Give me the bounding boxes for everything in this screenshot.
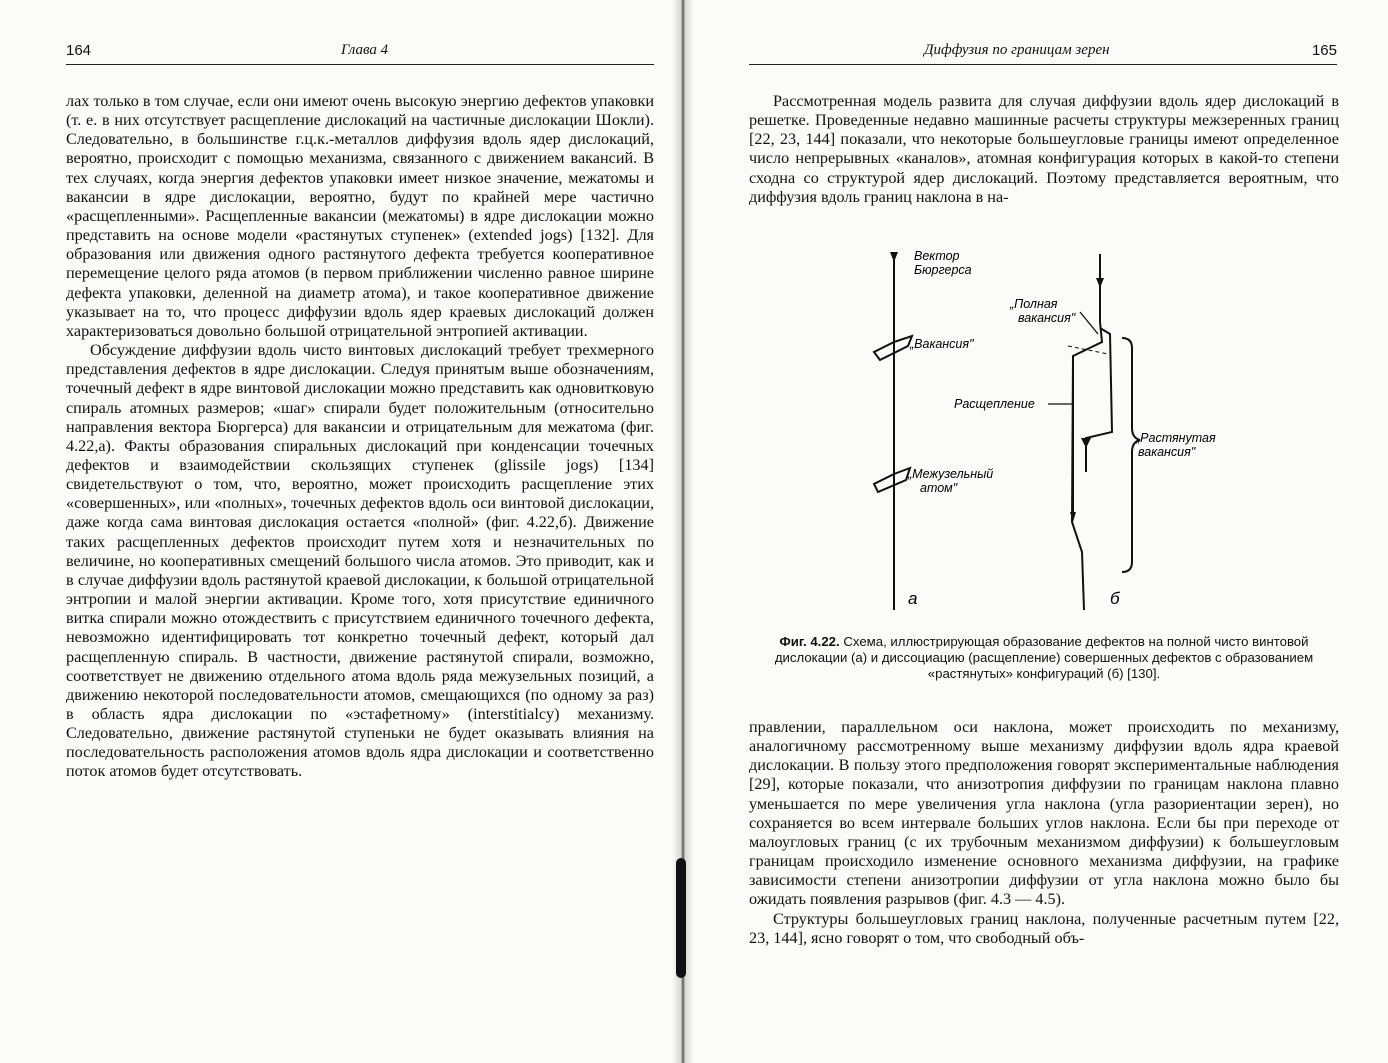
split-arrow-2: [1070, 512, 1076, 522]
label-panel-a: а: [908, 589, 918, 608]
right-running-header: [749, 40, 1337, 65]
dislocation-diagram: [840, 242, 1260, 622]
full-vacancy-leader: [1080, 312, 1098, 334]
right-paragraph-bottom-1: правлении, параллельном оси наклона, может происходить по механизму, аналогичному рассмотренному выше механизму диффузии вдоль ядра краевой дислокации. В пользу этого предположения говорят экспериментальные наблюдения [29], которые показали, что анизотропия диффузии по границам наклона плавно уменьшается по мере увеличения угла наклона (угла разориентации зерен), но сохраняется во всем интервале больших углов наклона. Если бы при переходе от малоугловых границ (с их трубочным механизмом диффузии) к большеугловым границам происходило изменение основного механизма диффузии, на графике зависимости степени анизотропии диффузии от угла наклона можно было бы ожидать появления разрывов (фиг. 4.3 — 4.5).: [749, 718, 1339, 909]
label-interstitial-2: атом": [920, 481, 958, 495]
label-extended-2: вакансия": [1138, 445, 1196, 459]
label-vacancy: „Вакансия": [910, 337, 974, 351]
left-chapter-title: Глава 4: [341, 42, 389, 58]
gutter-shadow: [676, 858, 686, 978]
label-splitting: Расщепление: [954, 397, 1035, 411]
label-full-vacancy-2: вакансия": [1018, 311, 1076, 325]
right-paragraph-top: Рассмотренная модель развита для случая диффузии вдоль ядер дислокаций в решетке. Проведенные недавно машинные расчеты структуры межзеренных границ [22, 23, 144] показали, что некоторые большеугловые границы имеют определенное число непрерывных «каналов», атомная конфигурация которых в какой-то степени сходна со структурой ядер дислокаций. Поэтому представляется вероятным, что диффузия вдоль границ наклона в на-: [749, 92, 1339, 206]
right-page-number: 165: [1311, 42, 1337, 59]
label-burgers-2: Бюргерса: [914, 263, 972, 277]
split-arrow: [1081, 438, 1091, 448]
interstitial-spiral: [874, 468, 910, 492]
right-bottom-text: [749, 718, 1339, 948]
figure-caption: [749, 634, 1339, 682]
extended-defect-outline: [1086, 328, 1112, 472]
left-paragraph-2: Обсуждение диффузии вдоль чисто винтовых дислокаций требует трехмерного представления дефектов в ядре дислокации. Следуя принятым выше обозначениям, точечный дефект в ядре винтовой дислокации можно представить как одновитковую спираль атомных размеров; «шаг» спирали будет положительным (относительно направления вектора Бюргерса) для вакансии и отрицательным для межатома (фиг. 4.22,а). Факты образования спиральных дислокаций при конденсации точечных дефектов и взаимодействии скользящих ступенек (glissile jogs) [134] свидетельствуют о том, что, вероятно, может происходить расщепление этих «совершенных», или «полных», точечных дефектов вдоль оси винтовой дислокации, даже когда сама винтовая дислокация остается «полной» (фиг. 4.22,б). Движение таких расщепленных дефектов происходит путем хотя и незначительных по величине, но кооперативных смещений большого числа атомов. Это приводит, как и в случае диффузии вдоль растянутой краевой дислокации, к большой отрицательной энтропии и малой энергии активации. Кроме того, хотя присутствие единичного витка спирали можно отождествить с присутствием единичного точечного дефекта, невозможно идентифицировать тот конкретно точечный дефект, который дал расщепленную спираль. В частности, движение растянутой спирали, возможно, соответствует не движению отдельного атома вдоль ряда межузельных позиций, а движению некоторой последовательности атомов, смещающихся (по одному за раз) в область ядра дислокации по «эстафетному» (interstitialcy) механизму. Следовательно, движение растянутой ступеньки не будет оказывать влияния на последовательность расположения атомов вдоль ядра дислокации и соответственно поток атомов будет отсутствовать.: [66, 341, 654, 781]
left-body-text: [66, 92, 654, 782]
burgers-arrow-b: [1096, 278, 1104, 288]
right-chapter-title: Диффузия по границам зерен: [924, 42, 1110, 58]
left-running-header: [66, 40, 654, 65]
label-extended-1: „Растянутая: [1136, 431, 1216, 445]
caption-text: Схема, иллюстрирующая образование дефектов на полной чисто винтовой дислокации (а) и диссоциацию (расщепление) совершенных дефектов с образованием «растянутых» конфигураций (б) [130].: [774, 634, 1314, 681]
caption-label: Фиг. 4.22.: [779, 634, 840, 649]
left-page-number: 164: [66, 42, 92, 59]
label-burgers-1: Вектор: [914, 249, 960, 263]
right-paragraph-bottom-2: Структуры большеугловых границ наклона, полученные расчетным путем [22, 23, 144], ясно говорят о том, что свободный объ-: [749, 909, 1339, 947]
burgers-arrow-a: [890, 252, 898, 262]
full-vacancy-dash: [1068, 346, 1108, 354]
label-full-vacancy-1: „Полная: [1010, 297, 1058, 311]
label-interstitial-1: „Межузельный: [908, 467, 994, 481]
right-top-text: [749, 92, 1339, 207]
figure-4-22: [840, 242, 1260, 622]
label-panel-b: б: [1110, 589, 1120, 608]
left-paragraph-1: лах только в том случае, если они имеют очень высокую энергию дефектов упаковки (т. е. в них отсутствует расщепление дислокаций на частичные дислокации Шокли). Следовательно, в большинстве г.ц.к.-металлов диффузия вдоль ядер дислокаций, вероятно, происходит с помощью механизма, связанного с движением вакансий. В тех случаях, когда энергия дефектов упаковки имеет низкое значение, межатомы и вакансии в ядре дислокации, вероятно, будут по крайней мере частично «расщепленными». Расщепленные вакансии (межатомы) в ядре дислокации можно представить на основе модели «растянутых ступенек» (extended jogs) [132]. Для образования или движения одного растянутого дефекта требуется кооперативное перемещение целого ряда атомов (в первом приближении численно равное ширине дефекта упаковки, деленной на диаметр атома), и такое кооперативное движение указывает на то, что процесс диффузии вдоль ядер краевых дислокаций должен характеризоваться довольно большой отрицательной энтропией активации.: [66, 92, 654, 340]
